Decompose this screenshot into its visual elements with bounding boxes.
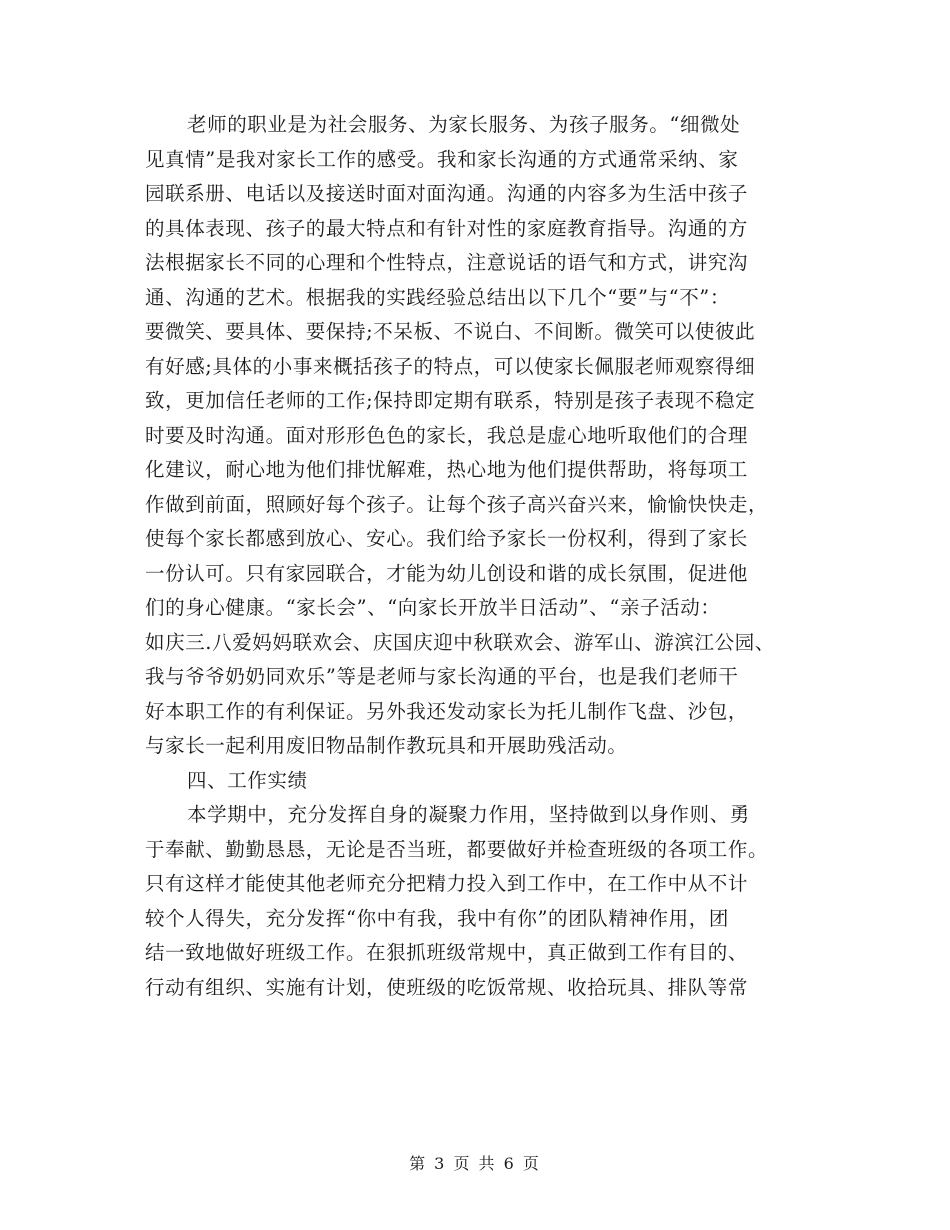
paragraph-line: 本学期中，充分发挥自身的凝聚力作用，坚持做到以身作则、勇 [187, 803, 750, 826]
paragraph-line: 们的身心健康。“家长会”、“向家长开放半日活动”、“亲子活动： [145, 596, 721, 619]
paragraph-line: 较个人得失，充分发挥“你中有我，我中有你”的团队精神作用，团 [145, 906, 729, 930]
section-heading: 四、工作实绩 [187, 768, 308, 792]
paragraph-line: 使每个家长都感到放心、安心。我们给予家长一份权利，得到了家长 [145, 527, 749, 550]
paragraph-line: 好本职工作的有利保证。另外我还发动家长为托儿制作飞盘、沙包， [145, 699, 749, 723]
paragraph-line: 要微笑、要具体、要保持;不呆板、不说白、不间断。微笑可以使彼此 [145, 320, 756, 343]
paragraph-line: 通、沟通的艺术。根据我的实践经验总结出以下几个“要”与“不”： [145, 285, 730, 309]
paragraph-line: 作做到前面，照顾好每个孩子。让每个孩子高兴奋兴来，愉愉快快走， [145, 492, 769, 516]
paragraph-line: 的具体表现、孩子的最大特点和有针对性的家庭教育指导。沟通的方 [145, 216, 749, 240]
paragraph-line: 如庆三.八爱妈妈联欢会、庆国庆迎中秋联欢会、游军山、游滨江公园、 [145, 630, 775, 654]
paragraph-line: 只有这样才能使其他老师充分把精力投入到工作中，在工作中从不计 [145, 872, 749, 895]
paragraph-line: 致，更加信任老师的工作;保持即定期有联系，特别是孩子表现不稳定 [145, 389, 756, 412]
paragraph-line: 行动有组织、实施有计划，使班级的吃饭常规、收拾玩具、排队等常 [145, 975, 749, 999]
paragraph-line: 有好感;具体的小事来概括孩子的特点，可以使家长佩服老师观察得细 [145, 354, 756, 378]
paragraph-line: 化建议，耐心地为他们排忧解难，热心地为他们提供帮助，将每项工 [145, 458, 749, 481]
paragraph-line: 见真情”是我对家长工作的感受。我和家长沟通的方式通常采纳、家 [145, 147, 739, 171]
paragraph-line: 时要及时沟通。面对形形色色的家长，我总是虚心地听取他们的合理 [145, 423, 749, 447]
paragraph-line: 结一致地做好班级工作。在狠抓班级常规中，真正做到工作有目的、 [145, 941, 749, 964]
paragraph-line: 于奉献、勤勤恳恳，无论是否当班，都要做好并检查班级的各项工作。 [145, 837, 769, 861]
paragraph-line: 一份认可。只有家园联合，才能为幼儿创设和谐的成长氛围，促进他 [145, 561, 749, 585]
paragraph-line: 法根据家长不同的心理和个性特点，注意说话的语气和方式，讲究沟 [145, 251, 749, 274]
paragraph-line: 园联系册、电话以及接送时面对面沟通。沟通的内容多为生活中孩子 [145, 182, 749, 205]
document-body [145, 108, 825, 1005]
paragraph-line: 老师的职业是为社会服务、为家长服务、为孩子服务。“细微处 [187, 113, 741, 136]
paragraph-line: 与家长一起利用废旧物品制作教玩具和开展助残活动。 [145, 734, 628, 757]
page-number-footer: 第 3 页 共 6 页 [409, 1154, 541, 1173]
paragraph-line: 我与爷爷奶奶同欢乐”等是老师与家长沟通的平台，也是我们老师干 [145, 665, 739, 688]
